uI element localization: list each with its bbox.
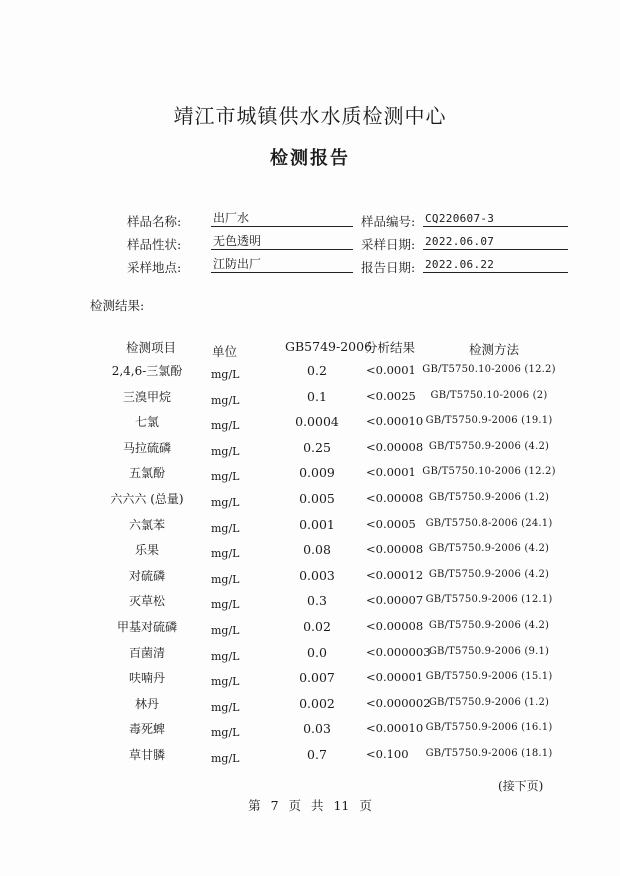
row-method: GB/T5750.9-2006 (1.2) <box>428 697 550 708</box>
row-result: <0.000003 <box>366 645 431 659</box>
row-item-name: 毒死蜱 <box>128 722 165 736</box>
row-method: GB/T5750.10-2006 (12.2) <box>422 364 556 375</box>
header-unit: 单位 <box>212 344 238 359</box>
row-item-name: 百菌清 <box>128 646 165 660</box>
row-method: GB/T5750.8-2006 (24.1) <box>425 518 553 529</box>
row-item-name: 六六六 (总量) <box>110 492 184 506</box>
row-unit: mg/L <box>211 624 240 637</box>
row-method: GB/T5750.9-2006 (4.2) <box>428 441 550 452</box>
row-standard-limit: 0.3 <box>307 593 327 608</box>
sampling-date-label: 采样日期: <box>361 237 416 252</box>
row-result: <0.00008 <box>366 619 424 633</box>
row-result: <0.00001 <box>366 670 424 684</box>
row-result: <0.0001 <box>366 465 416 479</box>
row-unit: mg/L <box>211 701 240 714</box>
header-method: 检测方法 <box>469 342 520 357</box>
row-method: GB/T5750.9-2006 (9.1) <box>428 646 550 657</box>
row-unit: mg/L <box>211 650 240 663</box>
organization-title: 靖江市城镇供水水质检测中心 <box>173 104 447 128</box>
row-item-name: 灭草松 <box>128 594 165 608</box>
row-unit: mg/L <box>211 675 240 688</box>
sampling-date-value: 2022.06.07 <box>423 234 568 250</box>
row-unit: mg/L <box>211 547 240 560</box>
report-date-value: 2022.06.22 <box>423 257 568 273</box>
sampling-site-label: 采样地点: <box>127 260 182 275</box>
row-standard-limit: 0.7 <box>307 747 327 762</box>
row-unit: mg/L <box>211 445 240 458</box>
results-label: 检测结果: <box>90 298 145 313</box>
row-result: <0.00007 <box>366 593 424 607</box>
row-standard-limit: 0.0004 <box>295 414 339 429</box>
row-item-name: 三溴甲烷 <box>122 390 171 404</box>
sample-id-value: CQ220607-3 <box>423 211 568 227</box>
row-standard-limit: 0.02 <box>303 619 331 634</box>
row-unit: mg/L <box>211 470 240 483</box>
row-result: <0.00010 <box>366 414 424 428</box>
row-result: <0.00008 <box>366 491 424 505</box>
row-unit: mg/L <box>211 752 240 765</box>
row-standard-limit: 0.25 <box>303 440 331 455</box>
sampling-site-value: 江防出厂 <box>211 257 353 273</box>
row-result: <0.0025 <box>366 389 416 403</box>
row-method: GB/T5750.9-2006 (16.1) <box>425 722 553 733</box>
header-standard: GB5749-2006 <box>285 339 373 354</box>
row-result: <0.00008 <box>366 440 424 454</box>
row-item-name: 草甘膦 <box>128 748 165 762</box>
sample-id-label: 样品编号: <box>361 214 416 229</box>
row-item-name: 七氯 <box>134 415 159 429</box>
row-standard-limit: 0.08 <box>303 542 331 557</box>
row-item-name: 六氯苯 <box>128 518 165 532</box>
row-method: GB/T5750.9-2006 (19.1) <box>425 415 553 426</box>
document-title: 检测报告 <box>270 148 350 169</box>
row-item-name: 对硫磷 <box>128 569 165 583</box>
row-unit: mg/L <box>211 368 240 381</box>
row-result: <0.000002 <box>366 696 431 710</box>
row-standard-limit: 0.005 <box>299 491 335 506</box>
row-item-name: 2,4,6-三氯酚 <box>111 364 183 378</box>
row-method: GB/T5750.9-2006 (4.2) <box>428 569 550 580</box>
row-method: GB/T5750.9-2006 (1.2) <box>428 492 550 503</box>
row-standard-limit: 0.002 <box>299 696 335 711</box>
row-standard-limit: 0.1 <box>307 389 327 404</box>
row-unit: mg/L <box>211 394 240 407</box>
row-standard-limit: 0.001 <box>299 517 335 532</box>
row-standard-limit: 0.0 <box>307 645 327 660</box>
row-item-name: 林丹 <box>134 697 159 711</box>
row-standard-limit: 0.003 <box>299 568 335 583</box>
page-number: 第 7 页 共 11 页 <box>248 798 372 813</box>
row-standard-limit: 0.03 <box>303 721 331 736</box>
row-unit: mg/L <box>211 726 240 739</box>
row-item-name: 五氯酚 <box>128 466 165 480</box>
row-unit: mg/L <box>211 573 240 586</box>
row-result: <0.00010 <box>366 721 424 735</box>
row-method: GB/T5750.9-2006 (4.2) <box>428 620 550 631</box>
row-standard-limit: 0.007 <box>299 670 335 685</box>
row-result: <0.00008 <box>366 542 424 556</box>
row-item-name: 甲基对硫磷 <box>116 620 177 634</box>
row-method: GB/T5750.9-2006 (18.1) <box>425 748 553 759</box>
row-method: GB/T5750.10-2006 (2) <box>430 390 548 401</box>
row-method: GB/T5750.9-2006 (4.2) <box>428 543 550 554</box>
row-method: GB/T5750.9-2006 (12.1) <box>425 594 553 605</box>
row-item-name: 乐果 <box>134 543 159 557</box>
row-item-name: 呋喃丹 <box>128 671 165 685</box>
sample-nature-value: 无色透明 <box>211 234 353 250</box>
report-date-label: 报告日期: <box>361 260 416 275</box>
row-result: <0.100 <box>366 747 409 761</box>
row-standard-limit: 0.2 <box>307 363 327 378</box>
row-unit: mg/L <box>211 522 240 535</box>
sample-nature-label: 样品性状: <box>127 237 182 252</box>
sample-name-value: 出厂水 <box>211 211 353 227</box>
row-unit: mg/L <box>211 419 240 432</box>
header-item: 检测项目 <box>126 340 177 355</box>
row-result: <0.0005 <box>366 517 416 531</box>
sample-name-label: 样品名称: <box>127 214 182 229</box>
header-result: 分析结果 <box>365 340 416 355</box>
row-method: GB/T5750.10-2006 (12.2) <box>422 466 556 477</box>
row-item-name: 马拉硫磷 <box>122 441 171 455</box>
row-standard-limit: 0.009 <box>299 465 335 480</box>
row-method: GB/T5750.9-2006 (15.1) <box>425 671 553 682</box>
row-result: <0.00012 <box>366 568 424 582</box>
row-unit: mg/L <box>211 496 240 509</box>
continued-note: (接下页) <box>498 779 544 793</box>
row-unit: mg/L <box>211 598 240 611</box>
row-result: <0.0001 <box>366 363 416 377</box>
